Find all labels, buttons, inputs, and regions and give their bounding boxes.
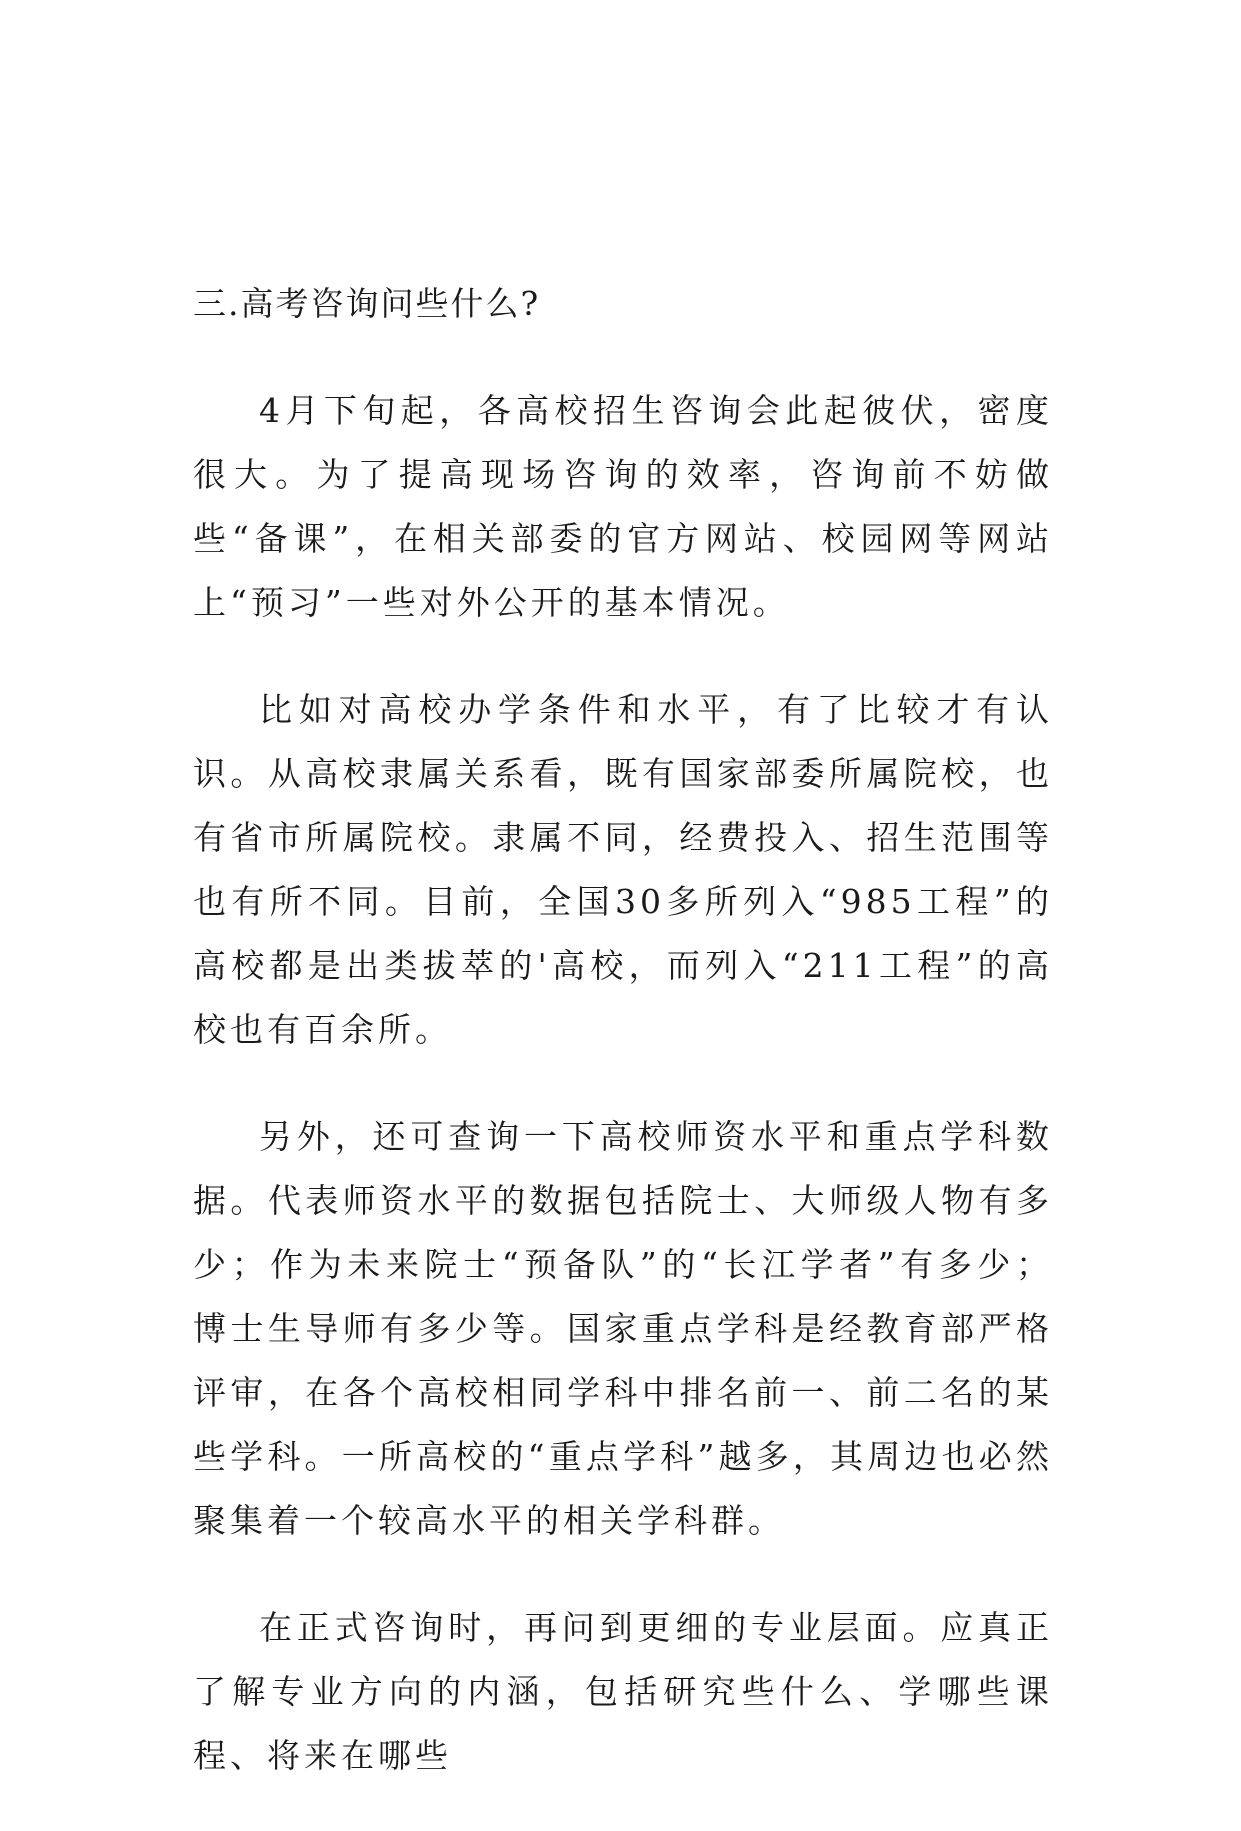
paragraph-2: 比如对高校办学条件和水平，有了比较才有认识。从高校隶属关系看，既有国家部委所属院校，也有省市所属院校。隶属不同，经费投入、招生范围等也有所不同。目前，全国30多所列入“985工程”的高校都是出类拔萃的'高校，而列入“211工程”的高校也有百余所。 [193,690,1053,1049]
paragraph-3: 另外，还可查询一下高校师资水平和重点学科数据。代表师资水平的数据包括院士、大师级人物有多少；作为未来院士“预备队”的“长江学者”有多少；博士生导师有多少等。国家重点学科是经教育部严格评审，在各个高校相同学科中排名前一、前二名的某些学科。一所高校的“重点学科”越多，其周边也必然聚集着一个较高水平的相关学科群。 [193,1117,1053,1540]
section-heading: 三.高考咨询问些什么? [193,284,541,323]
document-body [193,272,1053,1831]
paragraph-4: 在正式咨询时，再问到更细的专业层面。应真正了解专业方向的内涵，包括研究些什么、学哪些课程、将来在哪些 [193,1608,1053,1775]
paragraph-1: 4月下旬起，各高校招生咨询会此起彼伏，密度很大。为了提高现场咨询的效率，咨询前不妨做些“备课”，在相关部委的官方网站、校园网等网站上“预习”一些对外公开的基本情况。 [193,391,1053,622]
